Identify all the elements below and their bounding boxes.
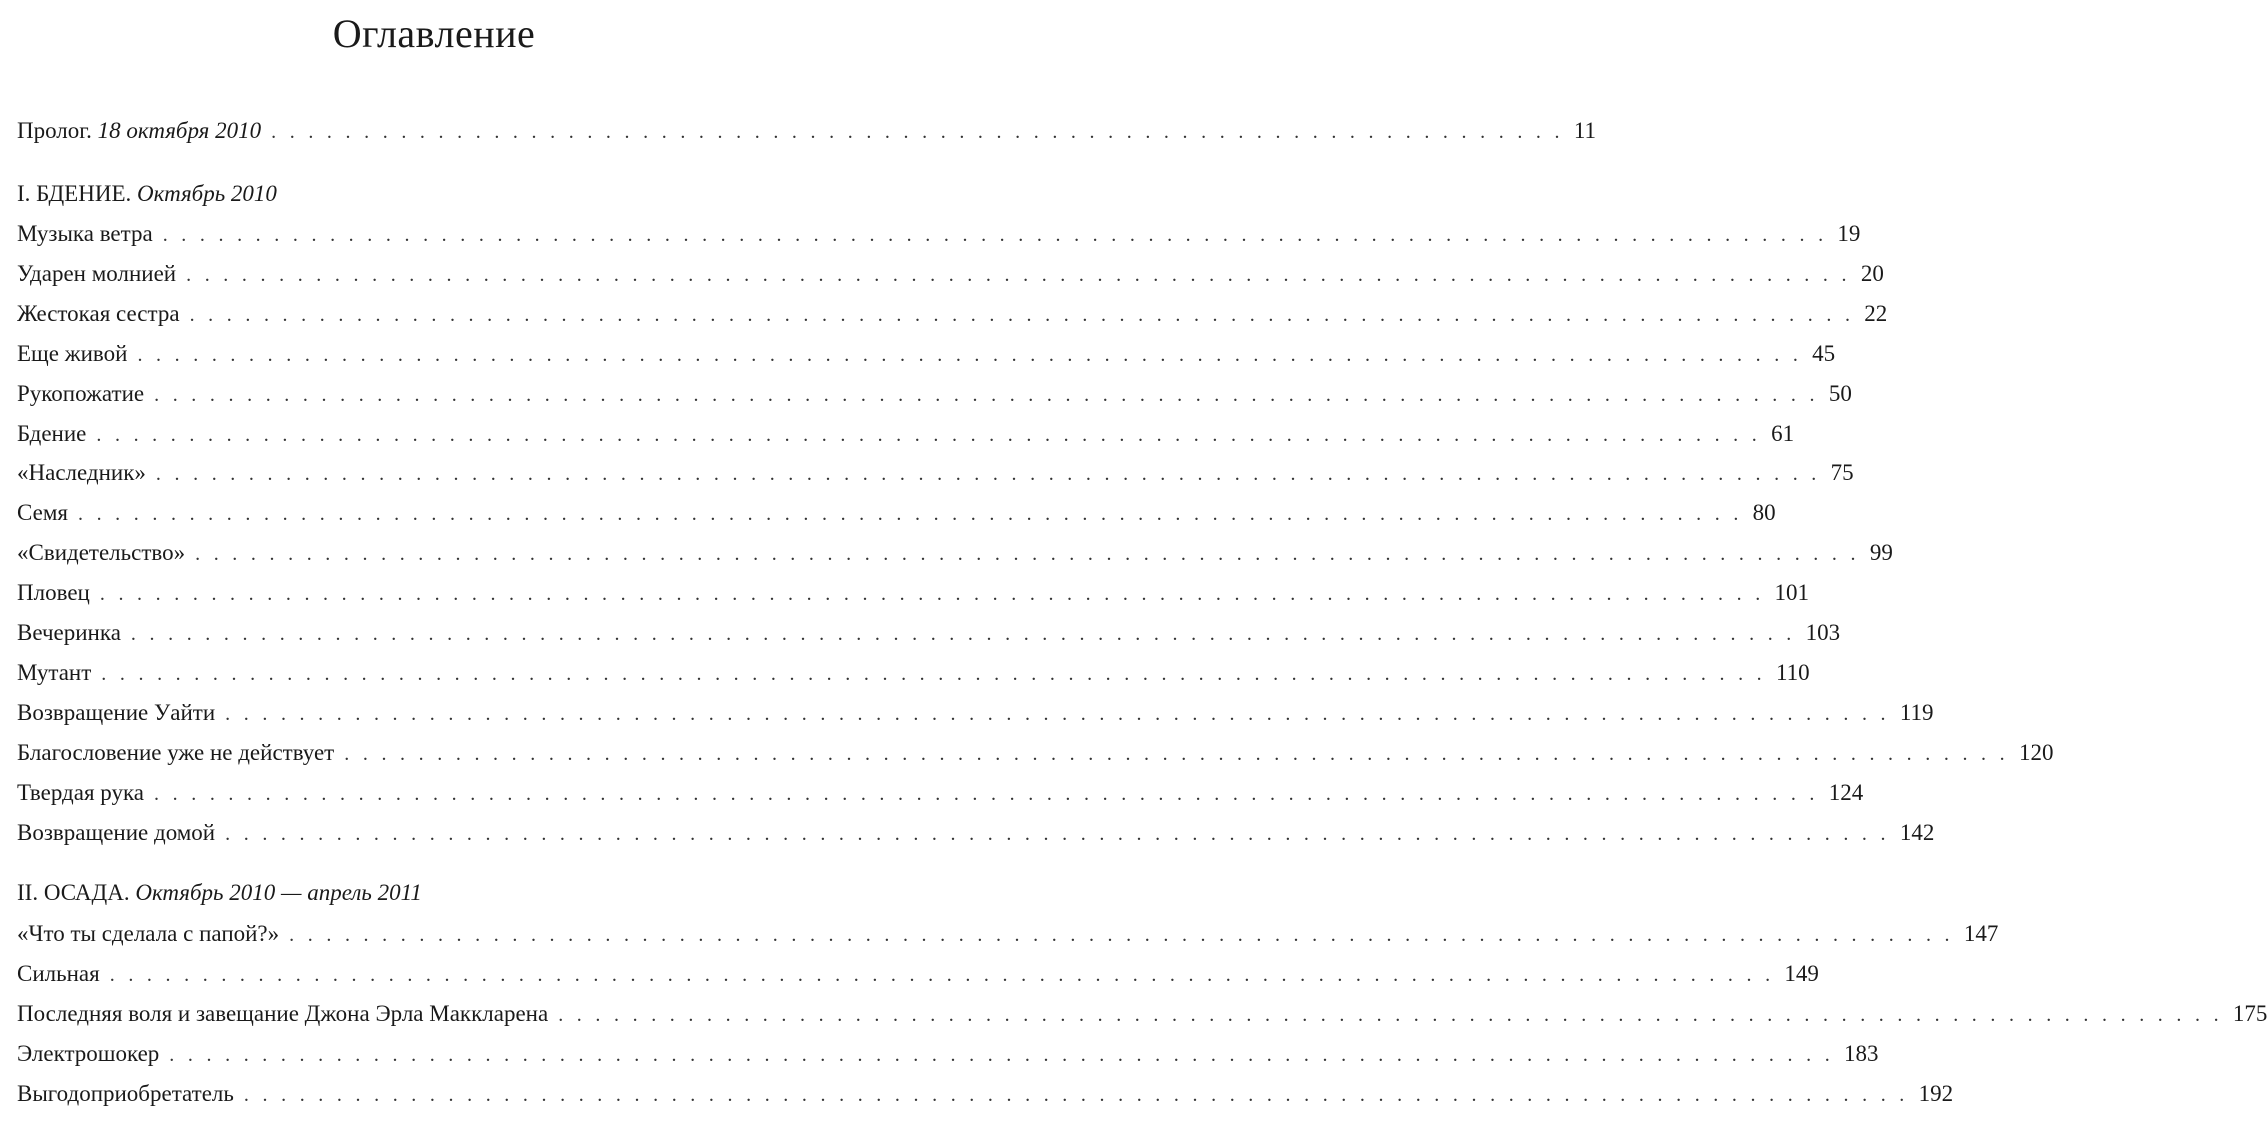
- toc-entry: [17, 338, 1836, 370]
- toc-page-number: 99: [1869, 540, 1893, 566]
- toc-entry-label: Сильная: [17, 960, 100, 986]
- toc-entry: [17, 998, 2267, 1030]
- toc-page-number: 45: [1812, 340, 1836, 366]
- toc-entry: [17, 657, 1810, 689]
- toc-entry-label: Возвращение домой: [17, 819, 216, 845]
- toc-entry-prologue: [17, 115, 1596, 147]
- toc-page-number: 80: [1752, 500, 1776, 526]
- toc-entry-label: Ударен молнией: [17, 260, 177, 286]
- toc-entry-label: Электрошокер: [17, 1040, 160, 1066]
- toc-page-number: 124: [1828, 779, 1864, 805]
- toc-entry: [17, 777, 1864, 809]
- dot-leader: . . . . . . . . . . . . . . . . . . . . . . . . . . . . . . . . . . . . . . . . . . . . . . . . . . . . . . . . . . . . . . . . . . . . . . . . . . . . . . . . . . . . . . . . . .: [189, 303, 1855, 326]
- dot-leader: . . . . . . . . . . . . . . . . . . . . . . . . . . . . . . . . . . . . . . . . . . . . . . . . . . . . . . . . . . . . . . . . . . . . . . . . . . . . . . . . . . . . . . . . . .: [225, 822, 1890, 845]
- toc-entry-label: Музыка ветра: [17, 221, 153, 246]
- toc-entry-label: Выгодоприобретатель: [17, 1080, 234, 1106]
- toc-entry: [17, 737, 2054, 769]
- toc-entry-label: Жестокая сестра: [17, 300, 180, 326]
- dot-leader: . . . . . . . . . . . . . . . . . . . . . . . . . . . . . . . . . . . . . . . . . . . . . . . . . . . . . . . . . . . . . . . . . . . . . . . . . . . . . . . . . . . . . . . . . .: [154, 782, 1819, 805]
- toc-page-number: 75: [1830, 460, 1854, 486]
- toc-page-number: 110: [1775, 659, 1810, 685]
- toc-entry: [17, 577, 1810, 609]
- toc-entry: [17, 218, 1861, 250]
- toc-page-number: 19: [1837, 221, 1861, 246]
- toc-entry: [17, 298, 1888, 330]
- toc-entry-label: «Свидетельство»: [17, 540, 186, 566]
- toc-entry-label: Бдение: [17, 420, 87, 446]
- dot-leader: . . . . . . . . . . . . . . . . . . . . . . . . . . . . . . . . . . . . . . . . . . . . . . . . . . . . . . . . . . . . . . . . . . . . . . . . . . . . . . . . . . . . . . . . . .: [155, 463, 1821, 486]
- dot-leader: . . . . . . . . . . . . . . . . . . . . . . . . . . . . . . . . . . . . . . . . . . . . . . . . . . . . . . . . . . . . . . . . . . . . . . . . . . . . . . . . . . . . . . . . . .: [243, 1083, 1909, 1106]
- toc-page-number: 192: [1918, 1080, 1954, 1106]
- toc-page-number: 149: [1784, 960, 1819, 986]
- toc-page-number: 50: [1828, 380, 1852, 406]
- toc-entry: [17, 817, 1935, 849]
- toc-page-number: 22: [1864, 300, 1888, 326]
- part-heading: I. БДЕНИЕ. Октябрь 2010: [17, 181, 277, 206]
- toc-entry-label: Еще живой: [17, 340, 128, 366]
- toc-entry: [17, 378, 1852, 410]
- toc-entry: [17, 457, 1854, 489]
- toc-entry: [17, 1038, 1879, 1070]
- toc-page-number: 20: [1860, 260, 1884, 286]
- dot-leader: . . . . . . . . . . . . . . . . . . . . . . . . . . . . . . . . . . . . . . . . . . . . . . . . . . . . . . . . . . . . . . . . . . . . . . . . . . . . . . . . . . . . . . . . . .: [162, 224, 1828, 246]
- dot-leader: . . . . . . . . . . . . . . . . . . . . . . . . . . . . . . . . . . . . . . . . . . . . . . . . . . . . . . . . . . . . . . . . . . . . . . . . . . . . . . . . . . . . . . . . . .: [137, 343, 1803, 366]
- toc-entry-label: Последняя воля и завещание Джона Эрла Маккларена: [17, 1000, 549, 1026]
- toc-page-number: 101: [1774, 580, 1810, 606]
- dot-leader: . . . . . . . . . . . . . . . . . . . . . . . . . . . . . . . . . . . . . . . . . . . . . . . . . . . . . . . . . . . . . . . . . . . . . . . . . . . . . . . . . . . . . . . . . .: [289, 924, 1954, 946]
- dot-leader: . . . . . . . . . . . . . . . . . . . . . . . . . . . . . . . . . . . . . . . . . . . . . . . . . . . . . . . . . . . . . . . . . . . . . . . . . . . . . . . . . . . . . . . . . .: [99, 583, 1765, 606]
- toc-page-number: 11: [1573, 118, 1596, 143]
- toc-page-number: 103: [1805, 620, 1841, 645]
- toc-entry: [17, 1078, 1954, 1110]
- toc-entry: [17, 537, 1893, 569]
- toc-entry-label: Возвращение Уайти: [17, 699, 216, 725]
- toc-entry-label: Твердая рука: [17, 779, 145, 805]
- dot-leader: . . . . . . . . . . . . . . . . . . . . . . . . . . . . . . . . . . . . . . . . . . . . . . . . . . . . . . . . . . . . . . . . . . . . . . . . . . . . . . . . . . . . . . . . . .: [225, 702, 1890, 725]
- dot-leader: . . . . . . . . . . . . . . . . . . . . . . . . . . . . . . . . . . . . . . . . . . . . . . . . . . . . . . . . . . . . . . . . . . . . . . . . . . . . . . . . . . . . . . . . . .: [195, 543, 1860, 566]
- dot-leader: . . . . . . . . . . . . . . . . . . . . . . . . . . . . . . . . . . . . . . . . . . . . . . . . . . . . . . . . . . . . . . . . . . . . . . . . . . . . . . . . . . . . . . . . . .: [344, 742, 2009, 765]
- toc-page-number: 61: [1771, 420, 1795, 446]
- dot-leader: . . . . . . . . . . . . . . . . . . . . . . . . . . . . . . . . . . . . . . . . . . . . . . . . . . . . . . . . . . . . . . . . . . . . . . . . . . . . . . . . . . . . . . . . . .: [77, 503, 1743, 526]
- dot-leader: . . . . . . . . . . . . . . . . . . . . . . . . . . . . . . . . . . . . . . . . . . . . . . . . . . . . . . . . . . . . . . . . . . . . . . . . . . . . . . . . . . . . . . . . . .: [154, 383, 1819, 406]
- toc-page-number: 120: [2018, 739, 2054, 765]
- toc-entry: [17, 697, 1934, 729]
- toc-entry: [17, 918, 1999, 950]
- toc-entry-label: «Наследник»: [17, 460, 146, 486]
- toc-entry-label: Пловец: [17, 580, 90, 606]
- dot-leader: . . . . . . . . . . . . . . . . . . . . . . . . . . . . . . . . . . . . . . . . . . . . . . . . . . . . . . . . . . . . . . . . . . . . . .: [271, 121, 1564, 143]
- toc-entry: [17, 497, 1776, 529]
- dot-leader: . . . . . . . . . . . . . . . . . . . . . . . . . . . . . . . . . . . . . . . . . . . . . . . . . . . . . . . . . . . . . . . . . . . . . . . . . . . . . . . . . . . . . . . . . .: [109, 963, 1775, 986]
- dot-leader: . . . . . . . . . . . . . . . . . . . . . . . . . . . . . . . . . . . . . . . . . . . . . . . . . . . . . . . . . . . . . . . . . . . . . . . . . . . . . . . . . . . . . . . . . .: [558, 1003, 2223, 1026]
- toc-entry: [17, 418, 1795, 450]
- toc-entry-label: Мутант: [17, 659, 92, 685]
- toc-page-number: 183: [1844, 1040, 1879, 1066]
- toc-entry-label: Пролог. 18 октября 2010: [17, 118, 262, 143]
- dot-leader: . . . . . . . . . . . . . . . . . . . . . . . . . . . . . . . . . . . . . . . . . . . . . . . . . . . . . . . . . . . . . . . . . . . . . . . . . . . . . . . . . . . . . . . . . .: [169, 1043, 1834, 1066]
- part-heading: II. ОСАДА. Октябрь 2010 — апрель 2011: [17, 880, 422, 905]
- toc-entry: [17, 258, 1884, 290]
- toc-entry-label: Вечеринка: [17, 620, 121, 645]
- page-title: Оглавление: [332, 11, 536, 56]
- toc-entry-label: «Что ты сделала с папой?»: [17, 921, 280, 946]
- toc-entry-label: Рукопожатие: [17, 380, 145, 406]
- dot-leader: . . . . . . . . . . . . . . . . . . . . . . . . . . . . . . . . . . . . . . . . . . . . . . . . . . . . . . . . . . . . . . . . . . . . . . . . . . . . . . . . . . . . . . . . . .: [130, 623, 1796, 645]
- toc-page-number: 175: [2232, 1000, 2267, 1026]
- toc-page-number: 142: [1899, 819, 1935, 845]
- toc-entry: [17, 617, 1841, 649]
- dot-leader: . . . . . . . . . . . . . . . . . . . . . . . . . . . . . . . . . . . . . . . . . . . . . . . . . . . . . . . . . . . . . . . . . . . . . . . . . . . . . . . . . . . . . . . . . .: [186, 263, 1851, 286]
- toc-page-number: 147: [1963, 921, 1999, 946]
- dot-leader: . . . . . . . . . . . . . . . . . . . . . . . . . . . . . . . . . . . . . . . . . . . . . . . . . . . . . . . . . . . . . . . . . . . . . . . . . . . . . . . . . . . . . . . . . .: [101, 662, 1766, 685]
- dot-leader: . . . . . . . . . . . . . . . . . . . . . . . . . . . . . . . . . . . . . . . . . . . . . . . . . . . . . . . . . . . . . . . . . . . . . . . . . . . . . . . . . . . . . . . . . .: [96, 423, 1762, 446]
- toc-page-number: 119: [1899, 699, 1934, 725]
- toc-entry-label: Благословение уже не действует: [17, 739, 335, 765]
- toc-entry-label: Семя: [17, 500, 68, 526]
- toc-entry: [17, 958, 1819, 990]
